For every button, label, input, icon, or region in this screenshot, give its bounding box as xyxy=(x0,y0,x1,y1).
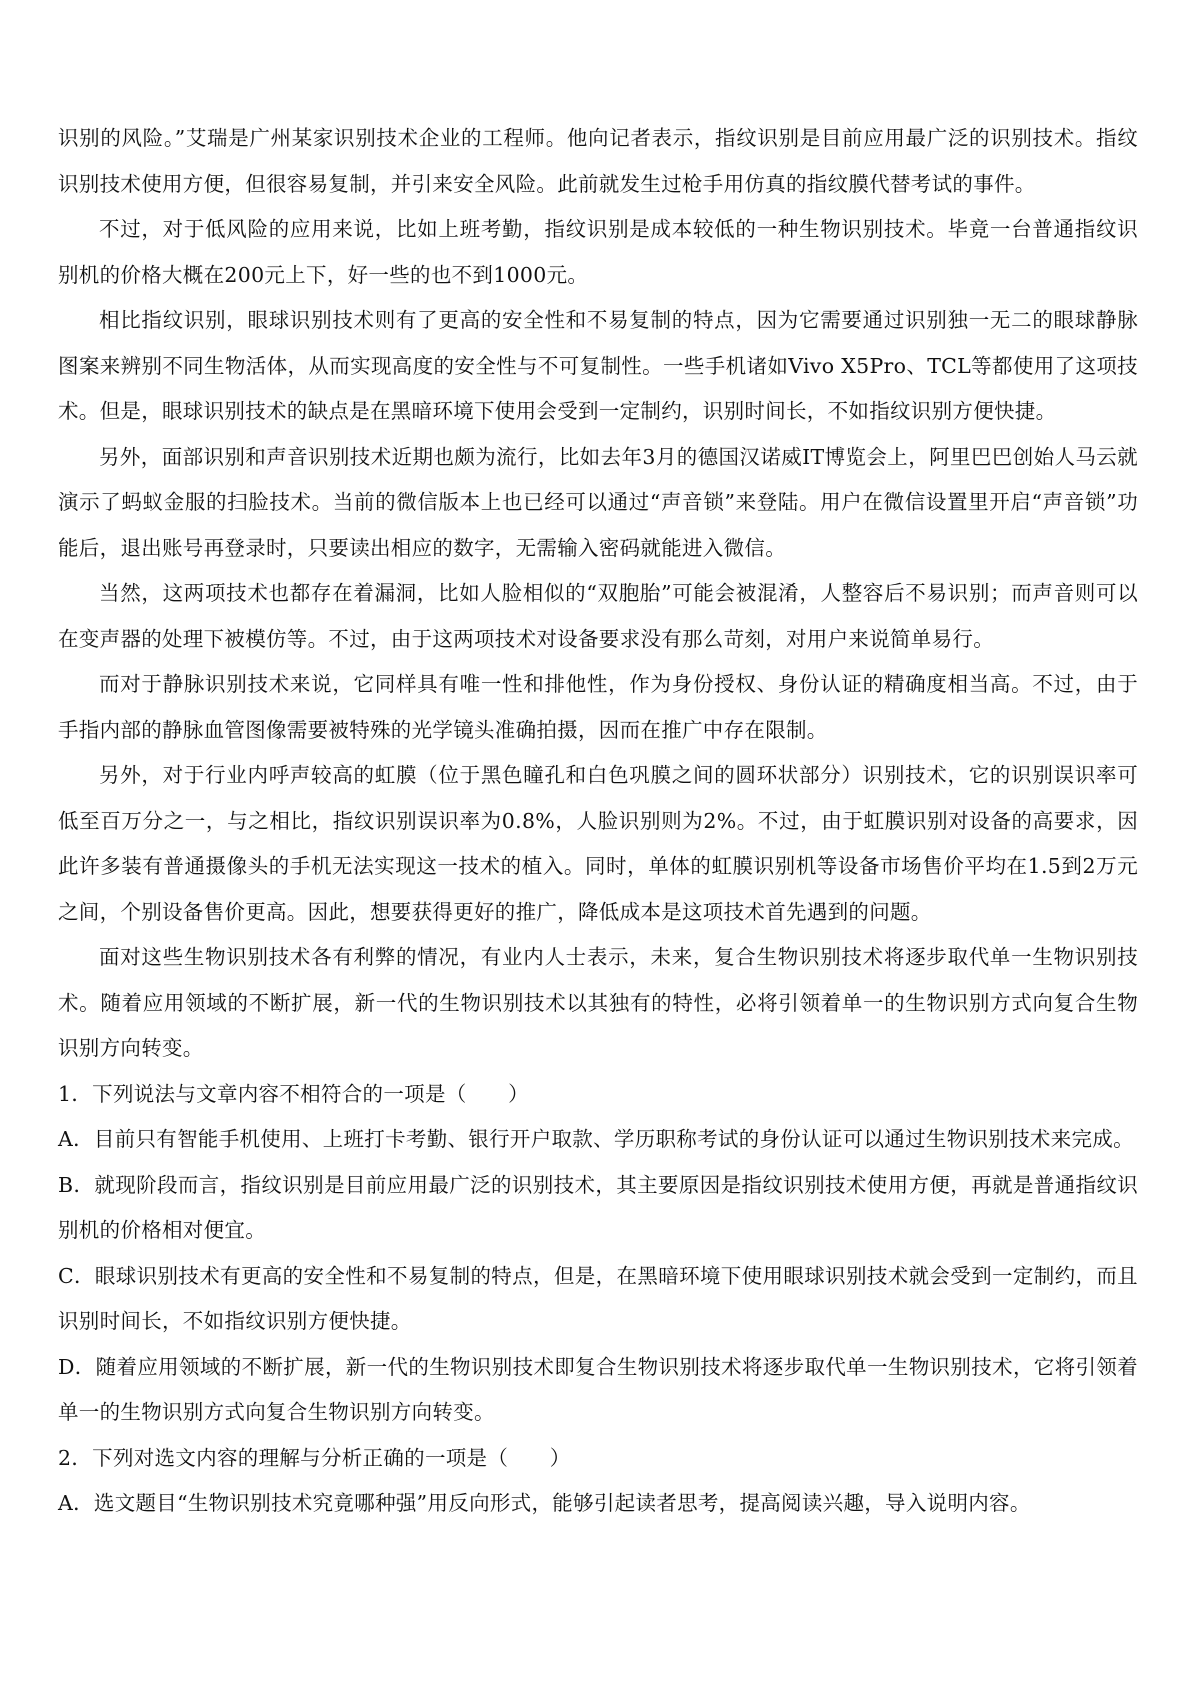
option-a: A．选文题目“生物识别技术究竟哪种强”用反向形式，能够引起读者思考，提高阅读兴趣，导入说明内容。 xyxy=(58,1491,1031,1515)
article-paragraph: 识别的风险。”艾瑞是广州某家识别技术企业的工程师。他向记者表示，指纹识别是目前应用最广泛的识别技术。指纹识别技术使用方便，但很容易复制，并引来安全风险。此前就发生过枪手用仿真的指纹膜代替考试的事件。 xyxy=(58,126,1138,196)
option-d: D．随着应用领域的不断扩展，新一代的生物识别技术即复合生物识别技术将逐步取代单一生物识别技术，它将引领着单一的生物识别方式向复合生物识别方向转变。 xyxy=(58,1354,1138,1424)
article-paragraph: 另外，对于行业内呼声较高的虹膜（位于黑色瞳孔和白色巩膜之间的圆环状部分）识别技术，它的识别误识率可低至百万分之一，与之相比，指纹识别误识率为0.8%，人脸识别则为2%。不过，由于虹膜识别对设备的高要求，因此许多装有普通摄像头的手机无法实现这一技术的植入。同时，单体的虹膜识别机等设备市场售价平均在1.5到2万元之间，个别设备售价更高。因此，想要获得更好的推广，降低成本是这项技术首先遇到的问题。 xyxy=(58,763,1138,924)
option-c: C．眼球识别技术有更高的安全性和不易复制的特点，但是，在黑暗环境下使用眼球识别技术就会受到一定制约，而且识别时间长，不如指纹识别方便快捷。 xyxy=(58,1263,1138,1333)
document-body xyxy=(58,116,1138,1527)
article-paragraph: 面对这些生物识别技术各有利弊的情况，有业内人士表示，未来，复合生物识别技术将逐步取代单一生物识别技术。随着应用领域的不断扩展，新一代的生物识别技术以其独有的特性，必将引领着单一的生物识别方式向复合生物识别方向转变。 xyxy=(58,945,1138,1060)
article-paragraph: 相比指纹识别，眼球识别技术则有了更高的安全性和不易复制的特点，因为它需要通过识别独一无二的眼球静脉图案来辨别不同生物活体，从而实现高度的安全性与不可复制性。一些手机诸如Vivo X5Pro、TCL等都使用了这项技术。但是，眼球识别技术的缺点是在黑暗环境下使用会受到一定制约，识别时间长，不如指纹识别方便快捷。 xyxy=(58,308,1138,423)
question-stem: 2．下列对选文内容的理解与分析正确的一项是（ ） xyxy=(58,1445,571,1470)
article-paragraph: 另外，面部识别和声音识别技术近期也颇为流行，比如去年3月的德国汉诺威IT博览会上，阿里巴巴创始人马云就演示了蚂蚁金服的扫脸技术。当前的微信版本上也已经可以通过“声音锁”来登陆。用户在微信设置里开启“声音锁”功能后，退出账号再登录时，只要读出相应的数字，无需输入密码就能进入微信。 xyxy=(58,444,1138,560)
option-b: B．就现阶段而言，指纹识别是目前应用最广泛的识别技术，其主要原因是指纹识别技术使用方便，再就是普通指纹识别机的价格相对便宜。 xyxy=(58,1172,1138,1242)
question-stem: 1．下列说法与文章内容不相符合的一项是（ ） xyxy=(58,1081,529,1106)
question-2 xyxy=(58,1436,1138,1527)
option-a: A．目前只有智能手机使用、上班打卡考勤、银行开户取款、学历职称考试的身份认证可以通过生物识别技术来完成。 xyxy=(58,1127,1134,1151)
article-paragraph: 而对于静脉识别技术来说，它同样具有唯一性和排他性，作为身份授权、身份认证的精确度相当高。不过，由于手指内部的静脉血管图像需要被特殊的光学镜头准确拍摄，因而在推广中存在限制。 xyxy=(58,672,1138,742)
article-paragraph: 当然，这两项技术也都存在着漏洞，比如人脸相似的“双胞胎”可能会被混淆，人整容后不易识别；而声音则可以在变声器的处理下被模仿等。不过，由于这两项技术对设备要求没有那么苛刻，对用户来说简单易行。 xyxy=(58,581,1138,651)
question-1 xyxy=(58,1072,1138,1436)
article-paragraph: 不过，对于低风险的应用来说，比如上班考勤，指纹识别是成本较低的一种生物识别技术。毕竟一台普通指纹识别机的价格大概在200元上下，好一些的也不到1000元。 xyxy=(58,217,1138,287)
